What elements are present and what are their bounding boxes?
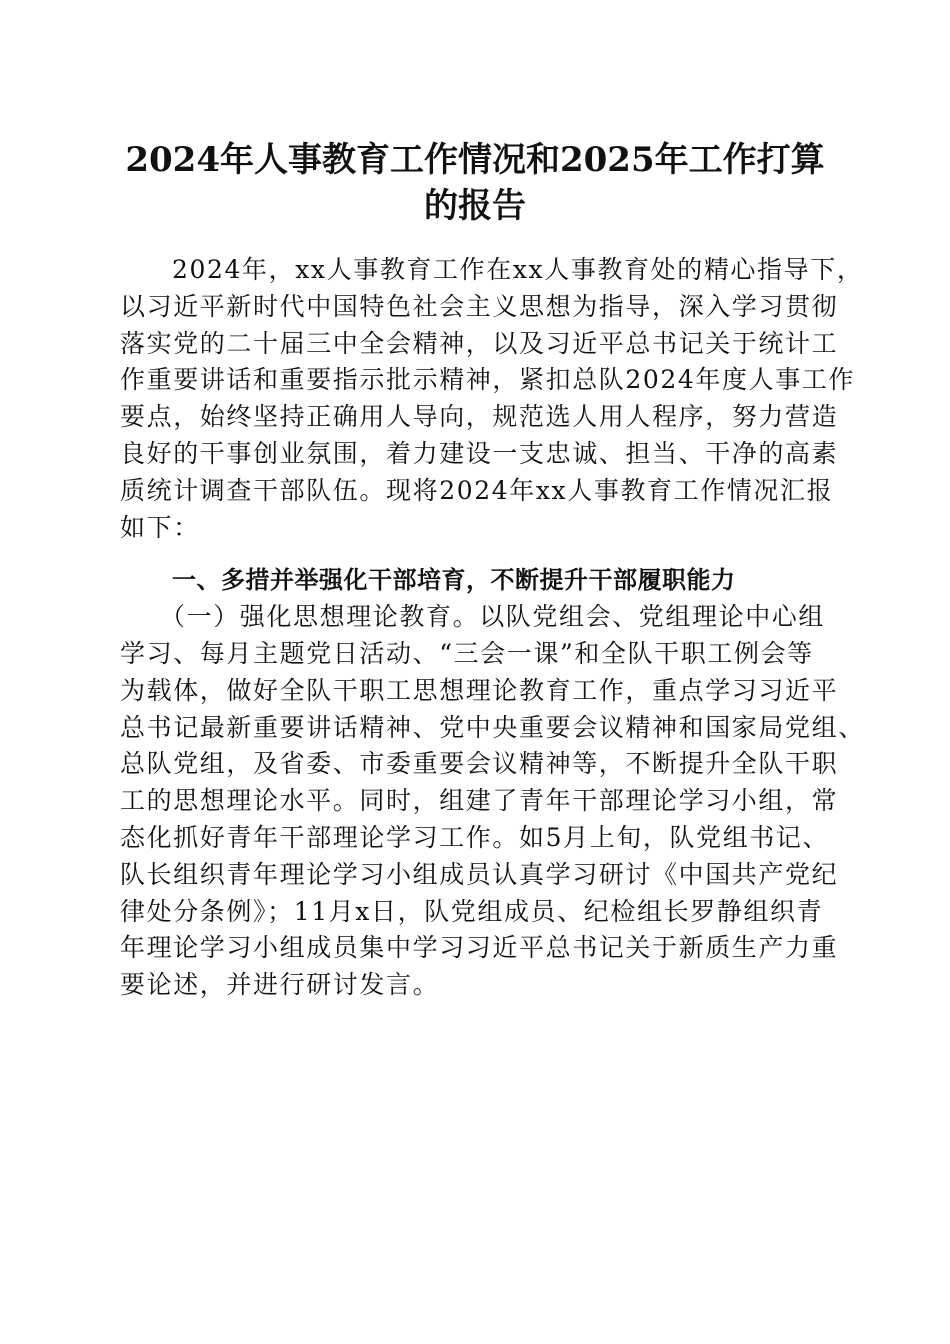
section-paragraph-line: 学习、每月主题党日活动、“三会一课”和全队干职工例会等 bbox=[120, 638, 814, 668]
section-paragraph-line: 年理论学习小组成员集中学习习近平总书记关于新质生产力重 bbox=[120, 933, 839, 963]
intro-line: 要点，始终坚持正确用人导向，规范选人用人程序，努力营造 bbox=[120, 402, 839, 432]
section-heading: 一、多措并举强化干部培育，不断提升干部履职能力 bbox=[172, 566, 736, 595]
section-paragraph-line: 要论述，并进行研讨发言。 bbox=[120, 970, 440, 1000]
document-body bbox=[120, 252, 865, 1004]
section-paragraph-line: 律处分条例》；11月x日，队党组成员、纪检组长罗静组织青 bbox=[120, 896, 824, 926]
section-paragraph-line: 为载体，做好全队干职工思想理论教育工作，重点学习习近平 bbox=[120, 675, 839, 705]
intro-line: 以习近平新时代中国特色社会主义思想为指导，深入学习贯彻 bbox=[120, 291, 839, 321]
section-paragraph-line: 总队党组，及省委、市委重要会议精神等，不断提升全队干职 bbox=[120, 749, 839, 779]
document-title-line-1: 2024年人事教育工作情况和2025年工作打算 bbox=[125, 140, 825, 180]
section-paragraph-line: 工的思想理论水平。同时，组建了青年干部理论学习小组，常 bbox=[120, 786, 839, 816]
intro-line: 质统计调查干部队伍。现将2024年xx人事教育工作情况汇报 bbox=[120, 475, 834, 505]
intro-line: 作重要讲话和重要指示批示精神，紧扣总队2024年度人事工作 bbox=[120, 365, 856, 395]
intro-line: 2024年，xx人事教育工作在xx人事教育处的精心指导下， bbox=[172, 255, 864, 284]
section-paragraph-line: 态化抓好青年干部理论学习工作。如5月上旬，队党组书记、 bbox=[120, 822, 830, 852]
section-paragraph-line: 队长组织青年理论学习小组成员认真学习研讨《中国共产党纪 bbox=[120, 859, 839, 889]
document-title-line-2: 的报告 bbox=[424, 186, 526, 226]
section-paragraph-line: 总书记最新重要讲话精神、党中央重要会议精神和国家局党组、 bbox=[120, 712, 865, 742]
intro-line: 如下： bbox=[120, 512, 200, 542]
intro-line: 落实党的二十届三中全会精神，以及习近平总书记关于统计工 bbox=[120, 328, 839, 358]
section-paragraph-line: （一）强化思想理论教育。以队党组会、党组理论中心组 bbox=[160, 602, 826, 632]
intro-line: 良好的干事创业氛围，着力建设一支忠诚、担当、干净的高素 bbox=[120, 438, 839, 468]
